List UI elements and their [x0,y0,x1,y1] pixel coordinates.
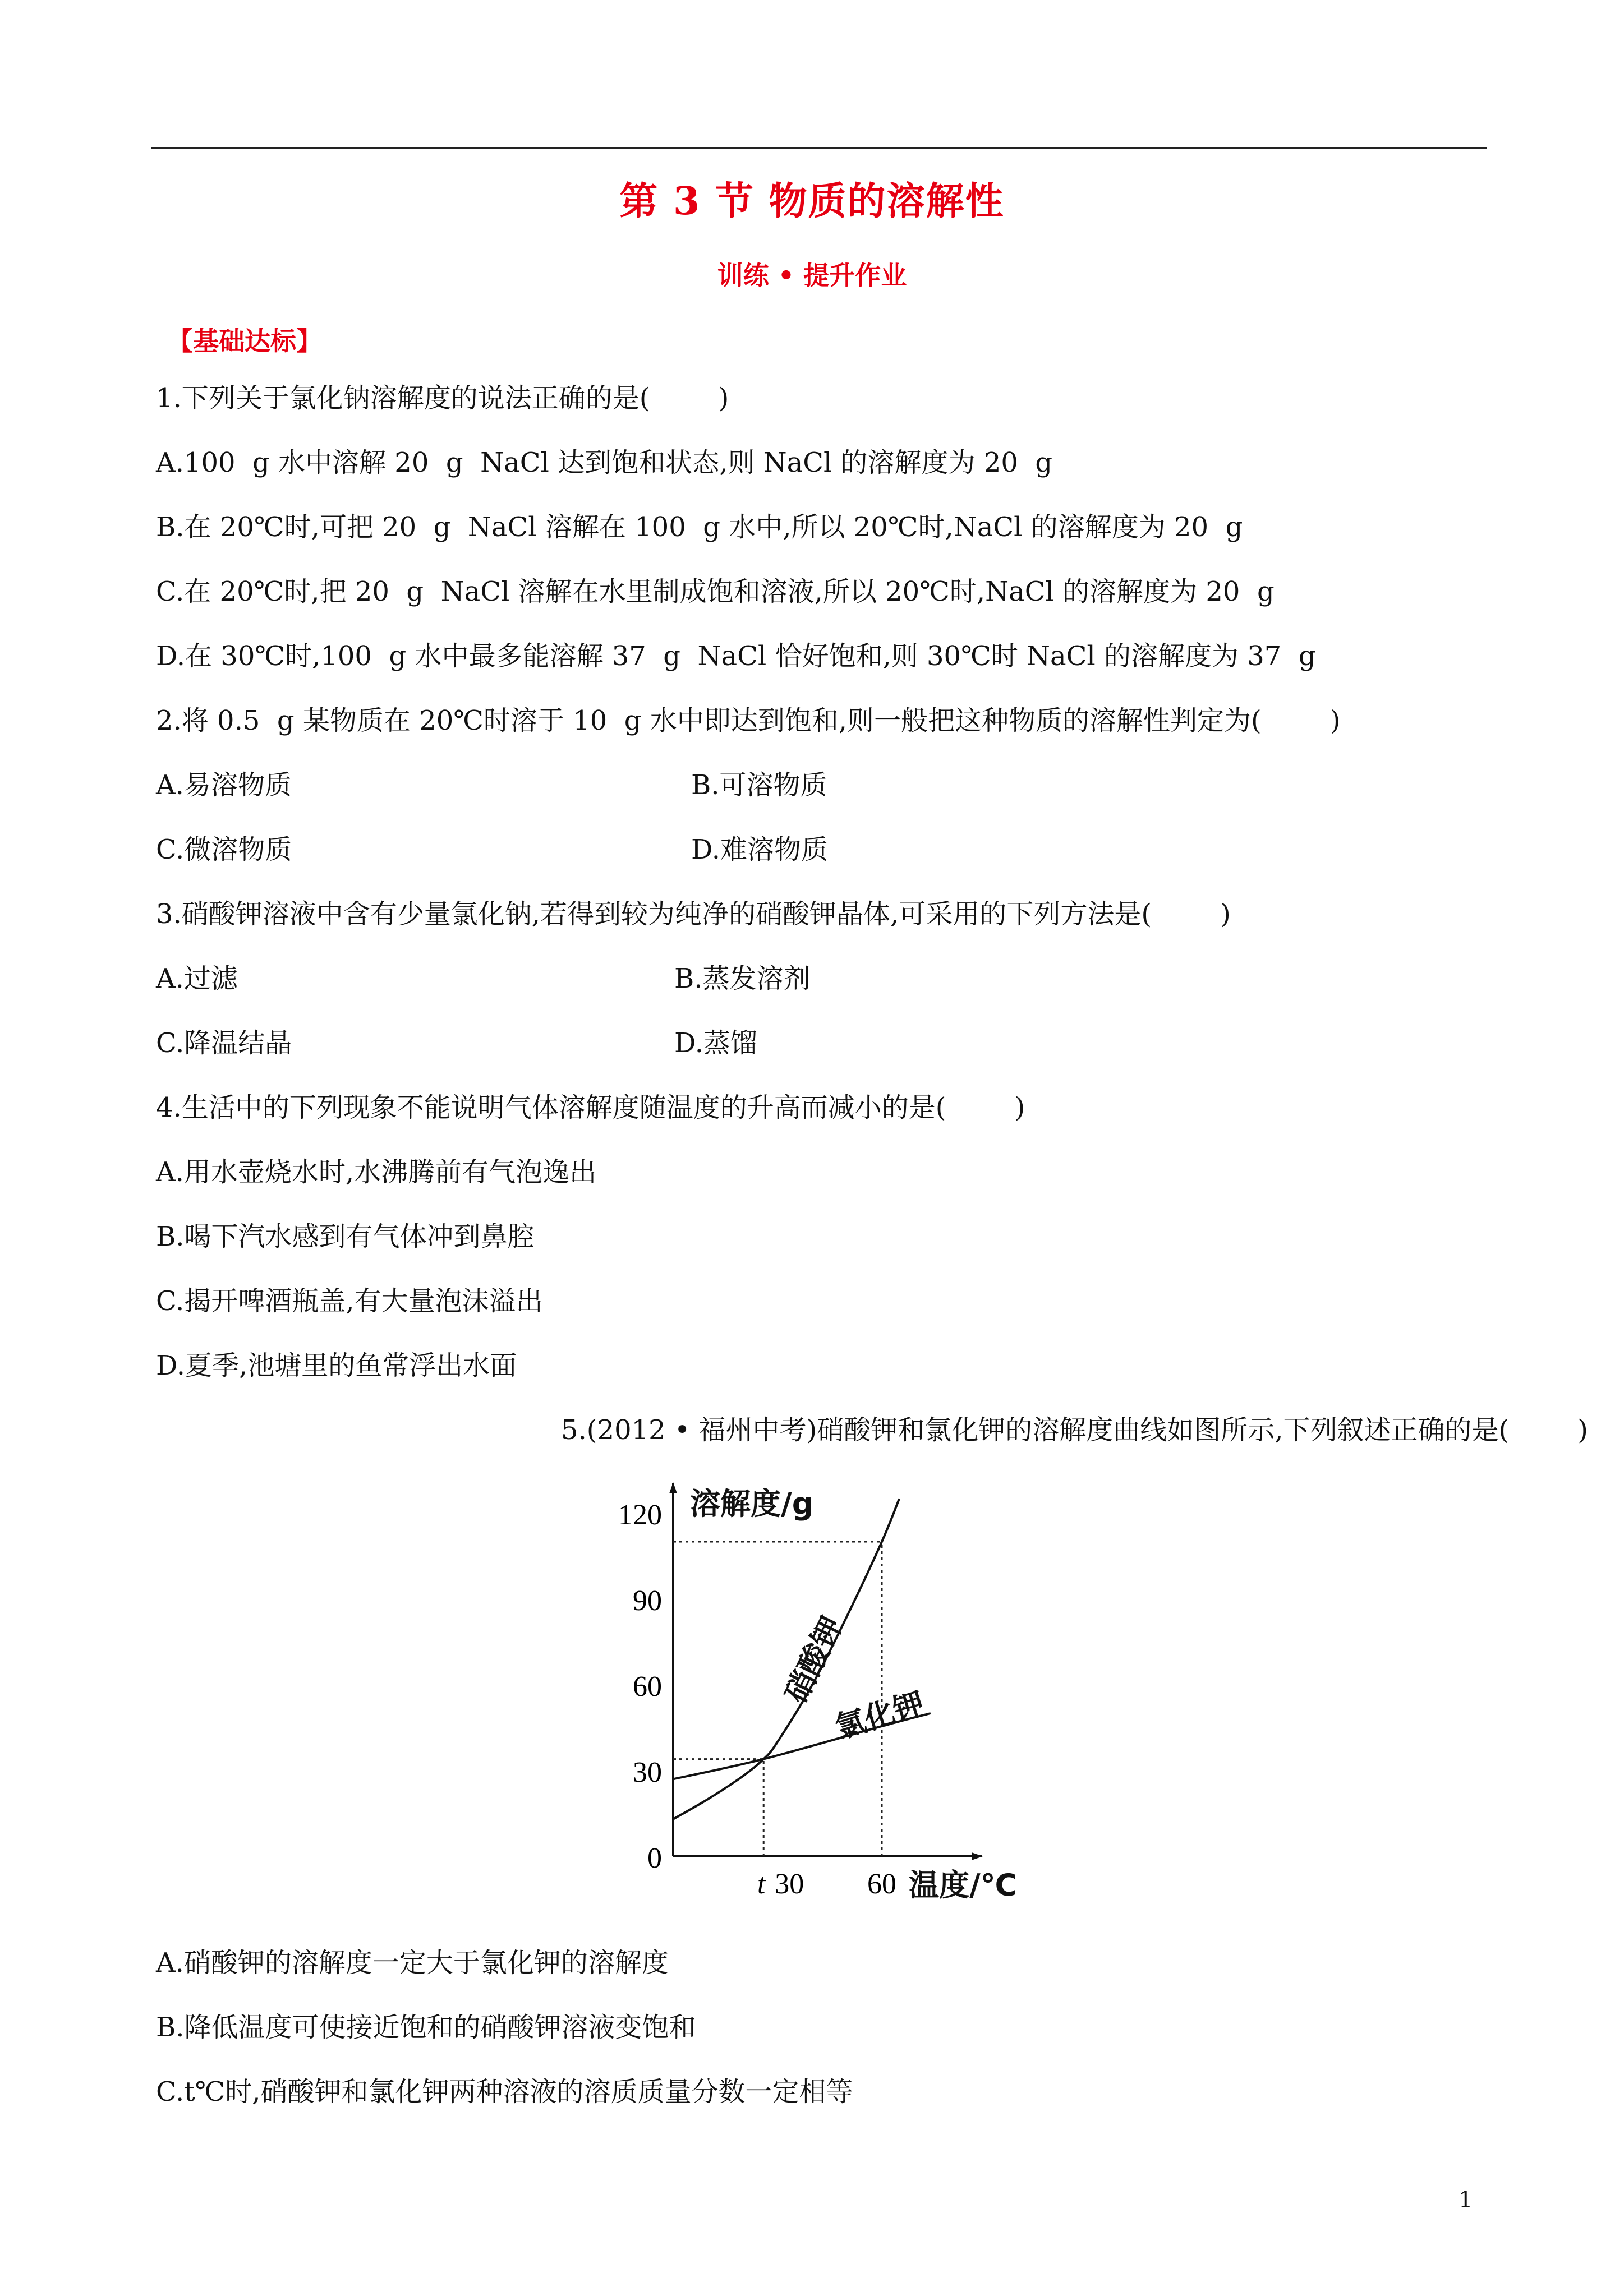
question-5-option-c: C.t℃时,硝酸钾和氯化钾两种溶液的溶质质量分数一定相等 [156,2076,853,2108]
y-tick-label-4: 120 [618,1499,662,1531]
y-tick-labels [618,1499,662,1874]
question-1-stem: 1.下列关于氯化钠溶解度的说法正确的是( ) [156,382,729,414]
question-4-option-c: C.揭开啤酒瓶盖,有大量泡沫溢出 [156,1285,543,1317]
question-2-option-c: C.微溶物质 [156,834,292,865]
x-tick-labels [757,1868,896,1900]
y-tick-label-2: 60 [633,1671,662,1703]
y-tick-label-0: 0 [647,1842,662,1874]
question-4-stem: 4.生活中的下列现象不能说明气体溶解度随温度的升高而减小的是( ) [156,1092,1025,1123]
page-title: 第 3 节 物质的溶解性 [619,179,1005,224]
header-rule [151,147,1487,149]
question-4-option-b: B.喝下汽水感到有气体冲到鼻腔 [156,1221,535,1252]
series-label-kno3: 硝酸钾 [778,1611,850,1708]
y-tick-label-3: 90 [633,1585,662,1617]
question-5-option-a: A.硝酸钾的溶解度一定大于氯化钾的溶解度 [156,1947,669,1979]
question-5-stem: 5.(2012 • 福州中考)硝酸钾和氯化钾的溶解度曲线如图所示,下列叙述正确的是( ) [561,1414,1589,1446]
x-tick-label-2: 60 [867,1868,896,1900]
question-3-option-b: B.蒸发溶剂 [674,963,811,994]
x-axis-label: 温度/℃ [909,1868,1018,1901]
solubility-chart [595,1469,1055,1901]
question-1-option-b: B.在 20℃时,可把 20 g NaCl 溶解在 100 g 水中,所以 20℃时,NaCl 的溶解度为 20 g [156,511,1243,543]
page-subtitle: 训练 • 提升作业 [717,260,907,291]
question-2-option-d: D.难溶物质 [691,834,829,865]
question-4-option-d: D.夏季,池塘里的鱼常浮出水面 [156,1350,517,1381]
question-5-option-b: B.降低温度可使接近饱和的硝酸钾溶液变饱和 [156,2012,696,2043]
x-tick-label-1: 30 [775,1868,804,1900]
y-axis-label: 溶解度/g [690,1486,814,1522]
x-tick-label-0: t [757,1868,766,1900]
question-1-option-d: D.在 30℃时,100 g 水中最多能溶解 37 g NaCl 恰好饱和,则 30℃时 NaCl 的溶解度为 37 g [156,640,1316,672]
question-2-stem: 2.将 0.5 g 某物质在 20℃时溶于 10 g 水中即达到饱和,则一般把这种物质的溶解性判定为( ) [156,705,1341,736]
section-heading: 【基础达标】 [167,326,322,356]
question-3-stem: 3.硝酸钾溶液中含有少量氯化钠,若得到较为纯净的硝酸钾晶体,可采用的下列方法是( ) [156,898,1231,930]
question-3-option-a: A.过滤 [156,963,238,994]
page-number: 1 [1459,2187,1473,2213]
question-4-option-a: A.用水壶烧水时,水沸腾前有气泡逸出 [156,1156,597,1188]
series-label-kcl: 氯化钾 [831,1685,928,1746]
y-tick-label-1: 30 [633,1756,662,1788]
question-1-option-a: A.100 g 水中溶解 20 g NaCl 达到饱和状态,则 NaCl 的溶解度为 20 g [156,447,1053,478]
question-1-option-c: C.在 20℃时,把 20 g NaCl 溶解在水里制成饱和溶液,所以 20℃时,NaCl 的溶解度为 20 g [156,576,1275,607]
question-2-option-a: A.易溶物质 [156,769,292,801]
guide-lines [673,1542,882,1856]
question-3-option-c: C.降温结晶 [156,1027,292,1059]
question-2-option-b: B.可溶物质 [691,769,827,801]
question-3-option-d: D.蒸馏 [674,1027,758,1059]
